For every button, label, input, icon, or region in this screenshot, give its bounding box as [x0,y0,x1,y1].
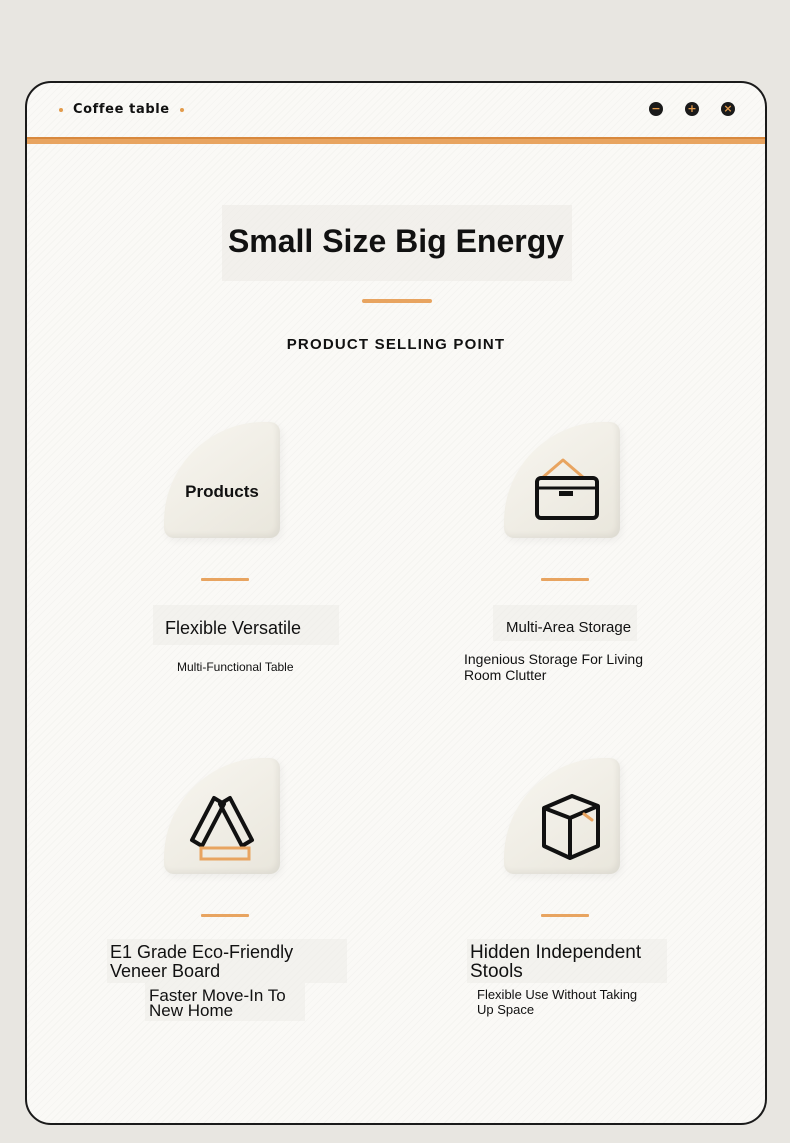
veneer-board-icon [164,758,280,874]
page-subheadline: PRODUCT SELLING POINT [286,336,506,353]
feature-3-title: E1 Grade Eco-Friendly Veneer Board [110,942,294,981]
page-headline: Small Size Big Energy [227,223,565,259]
plus-icon[interactable]: + [685,102,699,116]
feature-2-title: Multi-Area Storage [506,619,632,636]
feature-1-title: Flexible Versatile [165,618,302,638]
storage-box-icon [504,422,620,538]
feature-3-description: Faster Move-In To New Home [149,986,286,1020]
feature-1-icon-label: Products [185,482,259,501]
window-title: Coffee table [73,102,170,117]
feature-3-tile [164,758,280,874]
feature-4-description: Flexible Use Without Taking Up Space [477,987,638,1017]
feature-1-divider [201,578,249,581]
headline-divider [362,299,432,303]
feature-2-divider [541,578,589,581]
feature-3-divider [201,914,249,917]
feature-4-tile [504,758,620,874]
title-bar [27,83,765,137]
accent-bar [27,137,765,144]
title-dot-right [180,108,184,112]
feature-1-description: Multi-Functional Table [177,660,294,674]
close-icon[interactable]: × [721,102,735,116]
product-window [25,81,767,1125]
feature-4-divider [541,914,589,917]
feature-1-tile [164,422,280,538]
minimize-icon[interactable]: − [649,102,663,116]
feature-2-description: Ingenious Storage For Living Room Clutter [464,651,643,683]
feature-2-tile [504,422,620,538]
title-dot-left [59,108,63,112]
feature-4-title: Hidden Independent Stools [470,942,642,982]
stool-cube-icon [504,758,620,874]
